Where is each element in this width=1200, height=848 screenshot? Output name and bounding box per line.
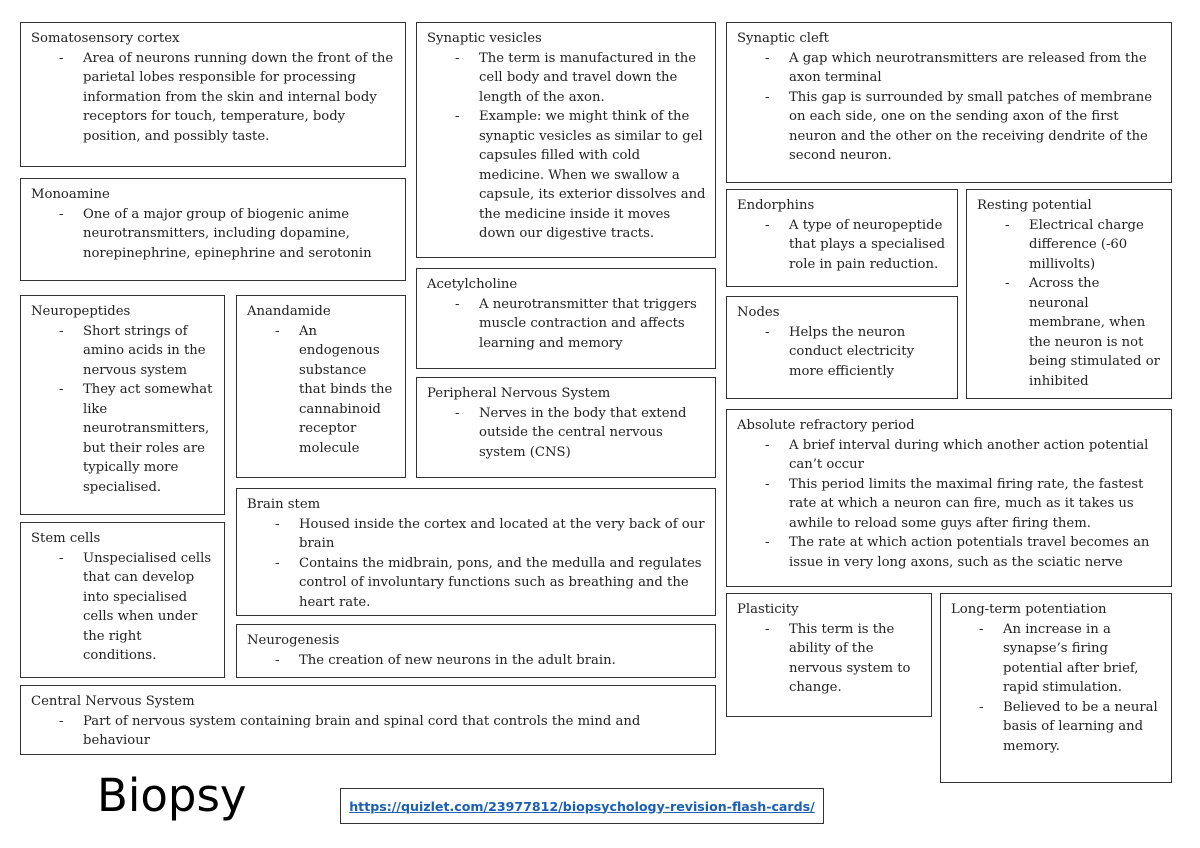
card-points [31, 205, 397, 264]
card-point: - The term is manufactured in the cell body and travel down the length of the axon. [479, 49, 707, 108]
card-neuropeptides [20, 295, 225, 515]
card-point: - Nerves in the body that extend outside the central nervous system (CNS) [479, 404, 707, 463]
card-plasticity [726, 593, 932, 717]
card-title: Brain stem [247, 497, 321, 512]
card-points [977, 216, 1163, 392]
card-absolute-refractory-period [726, 409, 1172, 587]
card-title: Long-term potentiation [951, 602, 1107, 617]
card-points [737, 620, 923, 698]
card-title: Peripheral Nervous System [427, 386, 611, 401]
card-points [737, 216, 949, 275]
card-title: Neurogenesis [247, 633, 340, 648]
card-point: - A gap which neurotransmitters are released from the axon terminal [789, 49, 1163, 88]
card-central-nervous-system [20, 685, 716, 755]
card-point: - Electrical charge difference (-60 millivolts) [1029, 216, 1163, 275]
card-title: Absolute refractory period [737, 418, 915, 433]
card-point: - The rate at which action potentials travel becomes an issue in very long axons, such as the sciatic nerve [789, 533, 1163, 572]
card-points [737, 49, 1163, 166]
card-somatosensory-cortex [20, 22, 406, 167]
card-title: Central Nervous System [31, 694, 195, 709]
card-title: Nodes [737, 305, 780, 320]
card-points [31, 322, 216, 498]
card-point: - This term is the ability of the nervous system to change. [789, 620, 923, 698]
card-title: Synaptic vesicles [427, 31, 542, 46]
card-brain-stem [236, 488, 716, 616]
card-title: Anandamide [247, 304, 331, 319]
quizlet-link[interactable]: https://quizlet.com/23977812/biopsychology-revision-flash-cards/ [349, 798, 815, 814]
card-point: - Short strings of amino acids in the nervous system [83, 322, 216, 381]
card-synaptic-vesicles [416, 22, 716, 258]
card-title: Somatosensory cortex [31, 31, 180, 46]
card-neurogenesis [236, 624, 716, 678]
card-title: Synaptic cleft [737, 31, 829, 46]
card-long-term-potentiation [940, 593, 1172, 783]
card-point: - An endogenous substance that binds the cannabinoid receptor molecule [299, 322, 397, 459]
card-point: - Helps the neuron conduct electricity more efficiently [789, 323, 949, 382]
card-acetylcholine [416, 268, 716, 369]
card-points [737, 323, 949, 382]
card-peripheral-nervous-system [416, 377, 716, 478]
card-title: Acetylcholine [427, 277, 518, 292]
card-point: - The creation of new neurons in the adult brain. [299, 651, 707, 671]
link-box [340, 788, 824, 824]
page-title: Biopsy [97, 769, 247, 822]
card-points [31, 712, 707, 751]
card-title: Neuropeptides [31, 304, 131, 319]
card-point: - This gap is surrounded by small patches of membrane on each side, one on the sending axon of the first neuron and the other on the receiving dendrite of the second neuron. [789, 88, 1163, 166]
card-points [247, 651, 707, 671]
card-endorphins [726, 189, 958, 287]
card-point: - A neurotransmitter that triggers muscle contraction and affects learning and memory [479, 295, 707, 354]
card-point: - Example: we might think of the synaptic vesicles as similar to gel capsules filled with cold medicine. When we swallow a capsule, its exterior dissolves and the medicine inside it moves down our digestive tracts. [479, 107, 707, 244]
card-stem-cells [20, 522, 225, 678]
card-point: - Housed inside the cortex and located at the very back of our brain [299, 515, 707, 554]
card-anandamide [236, 295, 406, 478]
card-title: Endorphins [737, 198, 815, 213]
card-points [737, 436, 1163, 573]
card-points [427, 295, 707, 354]
card-title: Resting potential [977, 198, 1092, 213]
card-point: - Part of nervous system containing brain and spinal cord that controls the mind and behaviour [83, 712, 707, 751]
card-point: - An increase in a synapse’s firing potential after brief, rapid stimulation. [1003, 620, 1163, 698]
card-title: Monoamine [31, 187, 110, 202]
card-points [427, 404, 707, 463]
card-nodes [726, 296, 958, 399]
card-point: - This period limits the maximal firing rate, the fastest rate at which a neuron can fire, much as it takes us awhile to reload some guys after firing them. [789, 475, 1163, 534]
card-synaptic-cleft [726, 22, 1172, 183]
card-point: - Believed to be a neural basis of learning and memory. [1003, 698, 1163, 757]
card-point: - A brief interval during which another action potential can’t occur [789, 436, 1163, 475]
card-point: - Unspecialised cells that can develop into specialised cells when under the right conditions. [83, 549, 216, 666]
card-title: Stem cells [31, 531, 101, 546]
card-point: - One of a major group of biogenic anime neurotransmitters, including dopamine, norepinephrine, epinephrine and serotonin [83, 205, 397, 264]
card-point: - Area of neurons running down the front of the parietal lobes responsible for processing information from the skin and internal body receptors for touch, temperature, body position, and possibly taste. [83, 49, 397, 147]
card-resting-potential [966, 189, 1172, 399]
card-point: - A type of neuropeptide that plays a specialised role in pain reduction. [789, 216, 949, 275]
card-points [247, 515, 707, 613]
card-points [951, 620, 1163, 757]
card-point: - Contains the midbrain, pons, and the medulla and regulates control of involuntary functions such as breathing and the heart rate. [299, 554, 707, 613]
card-points [247, 322, 397, 459]
card-title: Plasticity [737, 602, 799, 617]
card-point: - Across the neuronal membrane, when the neuron is not being stimulated or inhibited [1029, 274, 1163, 391]
card-point: - They act somewhat like neurotransmitters, but their roles are typically more specialised. [83, 380, 216, 497]
card-monoamine [20, 178, 406, 281]
card-points [31, 549, 216, 666]
card-points [427, 49, 707, 244]
card-points [31, 49, 397, 147]
